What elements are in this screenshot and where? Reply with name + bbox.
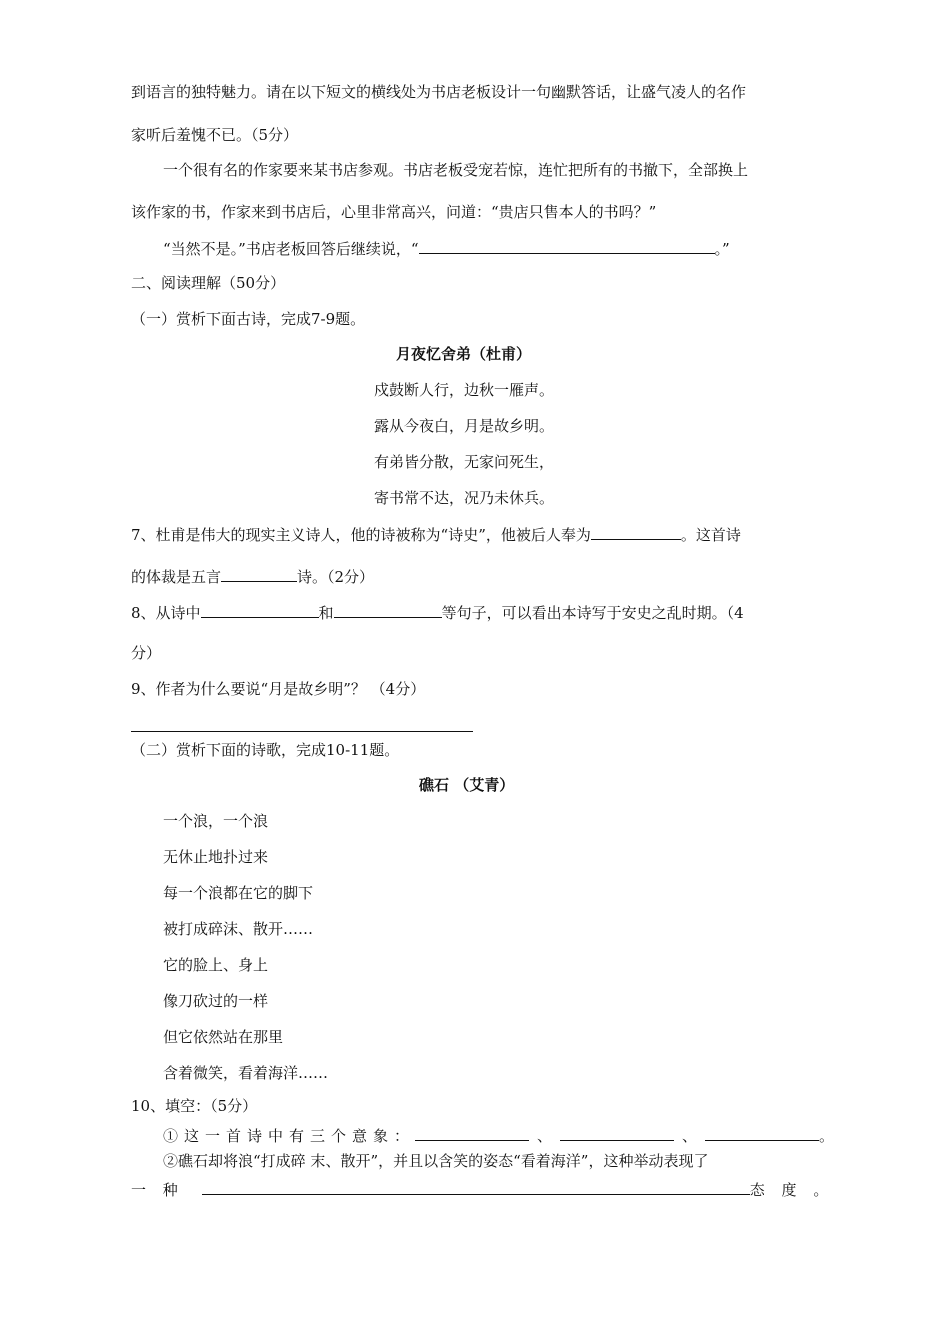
part1-heading: （一）赏析下面古诗，完成7-9题。 [131,310,366,328]
poem2-line-8: 含着微笑，看着海洋…… [163,1064,329,1082]
intro-line-2: 家听后羞愧不已。（5分） [131,126,299,144]
story-line-1: 一个很有名的作家要来某书店参观。书店老板受宠若惊，连忙把所有的书撤下，全部换上 [163,161,749,179]
poem2-title: 礁石 （艾青） [419,776,515,794]
poem2-line-7: 但它依然站在那里 [163,1028,284,1046]
q10-separator-1: 、 [537,1127,553,1145]
intro-line-1: 到语言的独特魅力。请在以下短文的横线处为书店老板设计一句幽默答话，让盛气凌人的名作 [131,83,747,101]
part2-heading: （二）赏析下面的诗歌，完成10-11题。 [131,741,400,759]
question-10-item-2-line-1: ②礁石却将浪“打成碎 末、散开”，并且以含笑的姿态“看着海洋”，这种举动表现了 [163,1152,709,1170]
question-7-line-1 [131,524,741,544]
question-10-item-1 [163,1125,834,1145]
q7-text-2: 。这首诗 [680,526,741,544]
poem2-line-3: 每一个浪都在它的脚下 [163,884,314,902]
poem2-line-6: 像刀砍过的一样 [163,992,269,1010]
question-9: 9、作者为什么要说“月是故乡明”？ （4分） [131,680,426,698]
poem1-line-3: 有弟皆分散，无家问死生， [374,453,555,471]
poem2-line-5: 它的脸上、身上 [163,956,269,974]
answer-blank-q8-b[interactable] [334,602,442,618]
question-8-line-1 [131,602,744,622]
q8-text-1: 8、从诗中 [131,604,201,622]
answer-blank-q10-b[interactable] [560,1125,674,1141]
answer-blank-q10-d[interactable] [202,1179,750,1195]
section-heading-reading: 二、阅读理解（50分） [131,274,286,292]
answer-blank-q10-a[interactable] [415,1125,529,1141]
q10-item2-prefix: 一 种 [131,1181,184,1199]
answer-blank-q7-b[interactable] [221,566,297,582]
question-8-line-2: 分） [131,644,162,662]
answer-blank-q9[interactable] [131,731,473,732]
answer-blank-q8-a[interactable] [201,602,319,618]
story-line-3-prefix: “当然不是。”书店老板回答后继续说，“ [163,240,419,258]
q8-text-3: 等句子，可以看出本诗写于安史之乱时期。（4 [441,604,744,622]
story-line-3-suffix: 。” [714,240,730,258]
q10-item2-suffix: 态 度 。 [749,1181,835,1199]
q10-item1-prefix: ①这一首诗中有三个意象： [163,1127,416,1145]
answer-blank-q10-c[interactable] [705,1125,819,1141]
question-10-item-2-line-2 [131,1179,834,1199]
q10-separator-2: 、 [682,1127,698,1145]
story-line-3 [163,238,730,258]
poem1-line-4: 寄书常不达，况乃未休兵。 [374,489,555,507]
poem2-line-4: 被打成碎沫、散开…… [163,920,314,938]
question-10-heading: 10、填空：（5分） [131,1097,258,1115]
poem2-line-2: 无休止地扑过来 [163,848,269,866]
poem1-title: 月夜忆舍弟（杜甫） [396,345,532,363]
q8-text-2: 和 [318,604,334,622]
q7-text-4: 诗。（2分） [297,568,375,586]
q7-text-1: 7、杜甫是伟大的现实主义诗人，他的诗被称为“诗史”，他被后人奉为 [131,526,591,544]
answer-blank-q6[interactable] [419,238,715,254]
q7-text-3: 的体裁是五言 [131,568,222,586]
poem2-line-1: 一个浪，一个浪 [163,812,269,830]
q10-item1-end: 。 [819,1127,835,1145]
answer-blank-q7-a[interactable] [591,524,681,540]
poem1-line-2: 露从今夜白，月是故乡明。 [374,417,555,435]
story-line-2: 该作家的书，作家来到书店后，心里非常高兴，问道：“贵店只售本人的书吗？” [131,203,657,221]
question-7-line-2 [131,566,374,586]
poem1-line-1: 戍鼓断人行，边秋一雁声。 [374,381,555,399]
